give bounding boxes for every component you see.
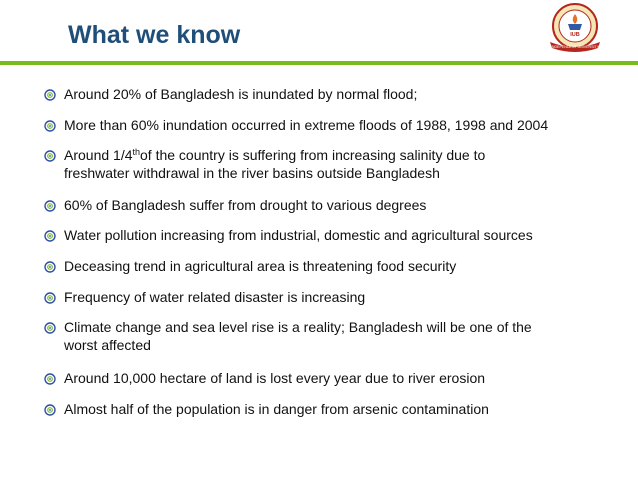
bullet-text: Water pollution increasing from industrial, domestic and agricultural sources <box>64 227 533 243</box>
swirl-bullet-icon <box>44 120 56 132</box>
bullet-text: Almost half of the population is in danger from arsenic contamination <box>64 401 489 417</box>
bullet-text: Frequency of water related disaster is increasing <box>64 289 366 305</box>
bullet-text: Deceasing trend in agricultural area is threatening food security <box>64 258 457 274</box>
bullet-text: Around 10,000 hectare of land is lost every year due to river erosion <box>64 370 486 386</box>
title-divider <box>0 61 638 65</box>
university-seal-logo <box>544 2 606 52</box>
swirl-bullet-icon <box>44 89 56 101</box>
bullet-text: More than 60% inundation occurred in extreme floods of 1988, 1998 and 2004 <box>64 117 549 133</box>
bullet-text: Around 20% of Bangladesh is inundated by normal flood; <box>64 86 418 102</box>
logo-initials: IUB <box>570 32 580 38</box>
swirl-bullet-icon <box>44 373 56 385</box>
swirl-bullet-icon <box>44 322 56 334</box>
swirl-bullet-icon <box>44 404 56 416</box>
bullet-text: Climate change and sea level rise is a reality; Bangladesh will be one of the worst affected <box>64 319 532 353</box>
bullet-text: Around 1/4thof the country is suffering from increasing salinity due to freshwater withdrawal in the river basins outside Bangladesh <box>64 147 486 181</box>
swirl-bullet-icon <box>44 261 56 273</box>
swirl-bullet-icon <box>44 230 56 242</box>
bullet-text: 60% of Bangladesh suffer from drought to various degrees <box>64 197 427 213</box>
swirl-bullet-icon <box>44 200 56 212</box>
slide-title: What we know <box>68 21 241 49</box>
svg-text:INDEPENDENT UNIVERSITY: INDEPENDENT UNIVERSITY <box>550 45 600 49</box>
swirl-bullet-icon <box>44 150 56 162</box>
swirl-bullet-icon <box>44 292 56 304</box>
